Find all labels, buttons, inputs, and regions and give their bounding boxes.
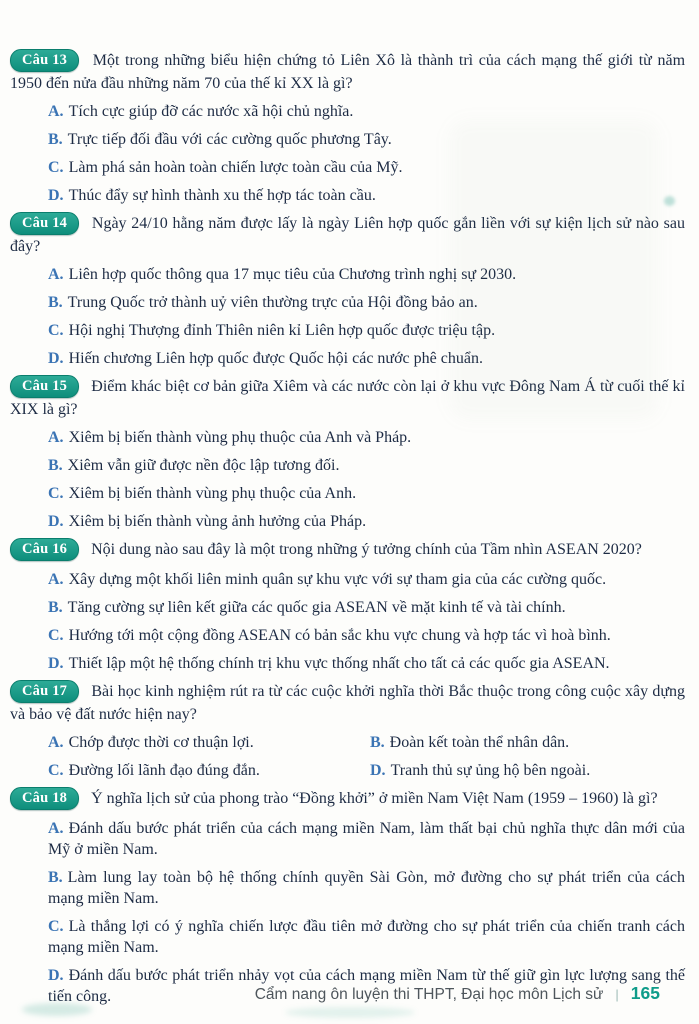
option-letter: D.	[48, 655, 64, 672]
option-text: Đánh dấu bước phát triển nhảy vọt của cách mạng miền Nam từ thế giữ gìn lực lượng sang thế tiến công.	[48, 967, 685, 1005]
question-number-badge: Câu 16	[10, 538, 79, 561]
option-text: Chớp được thời cơ thuận lợi.	[68, 734, 254, 751]
question-line	[10, 681, 685, 725]
option-row	[48, 129, 685, 150]
option-letter: C.	[48, 627, 64, 644]
page-footer	[255, 983, 660, 1004]
option-row	[48, 292, 685, 313]
question-block-16	[10, 539, 685, 674]
option-text: Xiêm bị biến thành vùng ảnh hưởng của Pháp.	[68, 513, 367, 530]
option-letter: D.	[48, 350, 64, 367]
option-letter: D.	[48, 513, 64, 530]
option-row	[48, 732, 370, 753]
option-text: Hiến chương Liên hợp quốc được Quốc hội các nước phê chuẩn.	[68, 350, 483, 367]
question-block-15	[10, 376, 685, 532]
options-list	[10, 569, 685, 674]
footer-separator: |	[615, 987, 619, 1002]
option-row	[48, 867, 685, 909]
option-letter: B.	[48, 294, 63, 311]
option-row	[48, 511, 685, 532]
option-row	[370, 760, 685, 781]
question-number-badge: Câu 15	[10, 375, 79, 398]
option-letter: A.	[48, 266, 64, 283]
question-block-14	[10, 213, 685, 369]
option-letter: A.	[48, 429, 64, 446]
option-text: Xây dựng một khối liên minh quân sự khu vực với sự tham gia của các cường quốc.	[68, 571, 607, 588]
option-row	[370, 732, 685, 753]
option-row	[48, 818, 685, 860]
question-number-badge: Câu 17	[10, 680, 79, 703]
question-text: Một trong những biểu hiện chứng tỏ Liên Xô là thành trì của cách mạng thế giới từ năm 1950 đến nửa đầu những năm 70 của thế kỉ XX là gì?	[10, 52, 686, 92]
question-block-17	[10, 681, 685, 788]
question-number-badge: Câu 13	[10, 49, 79, 72]
option-letter: D.	[370, 762, 386, 779]
option-row	[48, 569, 685, 590]
option-letter: A.	[48, 103, 64, 120]
option-text: Đoàn kết toàn thể nhân dân.	[389, 734, 570, 751]
option-row	[48, 264, 685, 285]
question-text: Điểm khác biệt cơ bản giữa Xiêm và các nước còn lại ở khu vực Đông Nam Á từ cuối thế kỉ XIX là gì?	[10, 378, 686, 418]
option-row	[48, 320, 685, 341]
question-text: Bài học kinh nghiệm rút ra từ các cuộc khởi nghĩa thời Bắc thuộc trong công cuộc xây dựng và bảo vệ đất nước hiện nay?	[10, 683, 686, 723]
question-line	[10, 50, 685, 94]
option-text: Xiêm bị biến thành vùng phụ thuộc của Anh và Pháp.	[68, 429, 412, 446]
question-line	[10, 213, 685, 257]
option-letter: C.	[48, 159, 64, 176]
option-text: Đánh dấu bước phát triển của cách mạng miền Nam, làm thất bại chủ nghĩa thực dân mới của Mỹ ở miền Nam.	[48, 820, 685, 858]
option-text: Hướng tới một cộng đồng ASEAN có bản sắc khu vực chung và hợp tác vì hoà bình.	[68, 627, 611, 644]
option-row	[48, 483, 685, 504]
option-text: Thúc đẩy sự hình thành xu thế hợp tác toàn cầu.	[68, 187, 376, 204]
options-list	[10, 264, 685, 369]
option-letter: A.	[48, 571, 64, 588]
option-row	[48, 348, 685, 369]
option-text: Trực tiếp đối đầu với các cường quốc phương Tây.	[67, 131, 392, 148]
option-text: Xiêm vẫn giữ được nền độc lập tương đối.	[67, 457, 340, 474]
option-row	[48, 157, 685, 178]
option-text: Đường lối lãnh đạo đúng đắn.	[68, 762, 260, 779]
question-text: Ngày 24/10 hằng năm được lấy là ngày Liên hợp quốc gắn liền với sự kiện lịch sử nào sau đây?	[10, 215, 686, 255]
option-letter: C.	[48, 322, 64, 339]
option-letter: A.	[48, 820, 64, 837]
options-list	[10, 818, 685, 1007]
option-text: Xiêm bị biến thành vùng phụ thuộc của Anh.	[68, 485, 357, 502]
option-row	[48, 653, 685, 674]
question-block-13	[10, 50, 685, 206]
scan-bleed-artifact	[285, 1007, 415, 1018]
option-row	[48, 101, 685, 122]
option-row	[48, 916, 685, 958]
question-text: Nội dung nào sau đây là một trong những ý tưởng chính của Tầm nhìn ASEAN 2020?	[91, 541, 642, 558]
option-text: Liên hợp quốc thông qua 17 mục tiêu của Chương trình nghị sự 2030.	[68, 266, 517, 283]
option-letter: C.	[48, 918, 64, 935]
footer-page-number: 165	[630, 983, 660, 1003]
option-letter: B.	[48, 599, 63, 616]
option-letter: D.	[48, 967, 64, 984]
option-letter: C.	[48, 485, 64, 502]
question-line	[10, 788, 685, 811]
question-number-badge: Câu 14	[10, 212, 79, 235]
options-list	[10, 427, 685, 532]
options-list	[10, 101, 685, 206]
option-text: Làm lung lay toàn bộ hệ thống chính quyền Sài Gòn, mở đường cho sự phát triển của cách mạng miền Nam.	[48, 869, 685, 907]
option-text: Là thắng lợi có ý nghĩa chiến lược đầu tiên mở đường cho sự phát triển của chiến tranh cách mạng miền Nam.	[48, 918, 685, 956]
option-letter: B.	[370, 734, 385, 751]
question-line	[10, 376, 685, 420]
option-row	[48, 185, 685, 206]
option-text: Tích cực giúp đỡ các nước xã hội chủ nghĩa.	[68, 103, 354, 120]
option-row	[48, 597, 685, 618]
option-text: Hội nghị Thượng đỉnh Thiên niên kỉ Liên hợp quốc được triệu tập.	[68, 322, 496, 339]
option-row	[48, 427, 685, 448]
option-letter: B.	[48, 131, 63, 148]
footer-book-title: Cẩm nang ôn luyện thi THPT, Đại học môn Lịch sử	[254, 986, 604, 1003]
question-text: Ý nghĩa lịch sử của phong trào “Đồng khởi” ở miền Nam Việt Nam (1959 – 1960) là gì?	[91, 790, 658, 807]
question-block-18	[10, 788, 685, 1007]
option-row	[48, 760, 370, 781]
option-row	[48, 455, 685, 476]
option-letter: D.	[48, 187, 64, 204]
options-grid	[48, 732, 685, 788]
option-text: Thiết lập một hệ thống chính trị khu vực thống nhất cho tất cả các quốc gia ASEAN.	[68, 655, 610, 672]
option-letter: B.	[48, 457, 63, 474]
option-text: Làm phá sản hoàn toàn chiến lược toàn cầu của Mỹ.	[68, 159, 403, 176]
option-letter: C.	[48, 762, 64, 779]
question-number-badge: Câu 18	[10, 787, 79, 810]
option-text: Trung Quốc trở thành uỷ viên thường trực của Hội đồng bảo an.	[67, 294, 478, 311]
question-line	[10, 539, 685, 562]
option-letter: B.	[48, 869, 63, 886]
option-text: Tranh thủ sự ủng hộ bên ngoài.	[390, 762, 591, 779]
option-row	[48, 625, 685, 646]
option-text: Tăng cường sự liên kết giữa các quốc gia ASEAN về mặt kinh tế và tài chính.	[67, 599, 566, 616]
option-letter: A.	[48, 734, 64, 751]
